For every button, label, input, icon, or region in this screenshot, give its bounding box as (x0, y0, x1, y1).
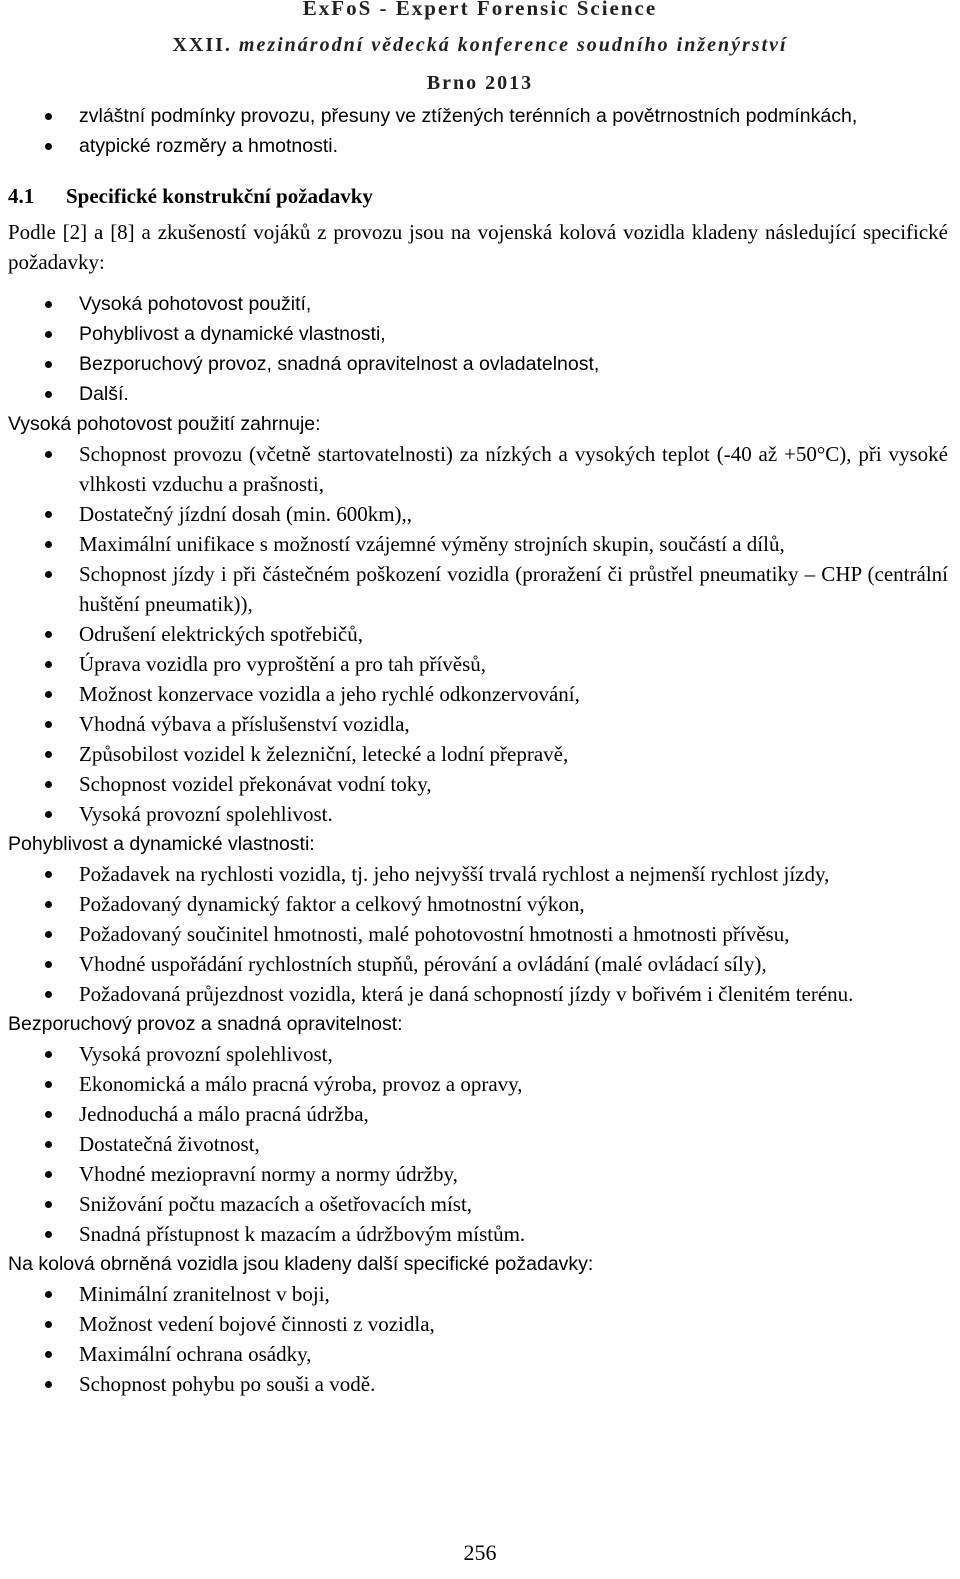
bullet-list-0 (8, 101, 948, 161)
list-item: Možnost konzervace vozidla a jeho rychlé odkonzervování, (8, 679, 948, 709)
section-title: Specifické konstrukční požadavky (66, 184, 373, 208)
list-item: Schopnost jízdy i při částečném poškození vozidla (proražení či průstřel pneumatiky – CHP (centrální huštění pneumatik)), (8, 559, 948, 619)
bullet-list-2 (8, 439, 948, 829)
list-item: Pohyblivost a dynamické vlastnosti, (8, 319, 948, 349)
page-header (0, 0, 960, 95)
list-item: Způsobilost vozidel k železniční, letecké a lodní přepravě, (8, 739, 948, 769)
header-title: ExFoS - Expert Forensic Science (302, 0, 658, 20)
list-item: atypické rozměry a hmotnosti. (8, 131, 948, 161)
list-item: Bezporuchový provoz, snadná opravitelnost a ovladatelnost, (8, 349, 948, 379)
list-item: Minimální zranitelnost v boji, (8, 1279, 948, 1309)
list-item: Schopnost vozidel překonávat vodní toky, (8, 769, 948, 799)
bullet-list-1 (8, 289, 948, 409)
list-item: Schopnost pohybu po souši a vodě. (8, 1369, 948, 1399)
bullet-list-3 (8, 859, 948, 1009)
bullet-list-4 (8, 1039, 948, 1249)
list-item: Vysoká provozní spolehlivost, (8, 1039, 948, 1069)
list-item: Požadavek na rychlosti vozidla, tj. jeho nejvyšší trvalá rychlost a nejmenší rychlost jízdy, (8, 859, 948, 889)
list-item: Ekonomická a málo pracná výroba, provoz a opravy, (8, 1069, 948, 1099)
list-item: Požadovaný dynamický faktor a celkový hmotnostní výkon, (8, 889, 948, 919)
document-body (8, 101, 948, 1399)
intro-paragraph: Podle [2] a [8] a zkušeností vojáků z provozu jsou na vojenská kolová vozidla kladeny následující specifické požadavky: (8, 220, 948, 274)
list-item: Vhodné uspořádání rychlostních stupňů, pérování a ovládání (malé ovládací síly), (8, 949, 948, 979)
list-item: zvláštní podmínky provozu, přesuny ve ztížených terénních a povětrnostních podmínkách, (8, 101, 948, 131)
header-conference-name: mezinárodní vědecká konference soudního inženýrství (238, 34, 788, 56)
page-number: 256 (463, 1540, 497, 1565)
header-conference-number: XXII. (172, 34, 232, 56)
list-item: Maximální unifikace s možností vzájemné výměny strojních skupin, součástí a dílů, (8, 529, 948, 559)
subheading-mobility: Pohyblivost a dynamické vlastnosti: (8, 833, 315, 855)
list-item: Schopnost provozu (včetně startovatelnosti) za nízkých a vysokých teplot (-40 až +50°C), při vysoké vlhkosti vzduchu a prašnosti, (8, 439, 948, 499)
list-item: Odrušení elektrických spotřebičů, (8, 619, 948, 649)
section-heading (8, 181, 948, 211)
subheading-reliability: Bezporuchový provoz a snadná opravitelnost: (8, 1013, 403, 1035)
section-number: 4.1 (8, 184, 35, 208)
list-item: Možnost vedení bojové činnosti z vozidla, (8, 1309, 948, 1339)
list-item: Jednoduchá a málo pracná údržba, (8, 1099, 948, 1129)
list-item: Snižování počtu mazacích a ošetřovacích míst, (8, 1189, 948, 1219)
bullet-list-5 (8, 1279, 948, 1399)
list-item: Požadovaná průjezdnost vozidla, která je daná schopností jízdy v bořivém i členitém terénu. (8, 979, 948, 1009)
list-item: Maximální ochrana osádky, (8, 1339, 948, 1369)
list-item: Snadná přístupnost k mazacím a údržbovým místům. (8, 1219, 948, 1249)
list-item: Požadovaný součinitel hmotnosti, malé pohotovostní hmotnosti a hmotnosti přívěsu, (8, 919, 948, 949)
subheading-armored: Na kolová obrněná vozidla jsou kladeny další specifické požadavky: (8, 1253, 594, 1275)
list-item: Dostatečná životnost, (8, 1129, 948, 1159)
list-item: Vhodné meziopravní normy a normy údržby, (8, 1159, 948, 1189)
list-item: Další. (8, 379, 948, 409)
list-item: Vysoká provozní spolehlivost. (8, 799, 948, 829)
list-item: Vhodná výbava a příslušenství vozidla, (8, 709, 948, 739)
list-item: Vysoká pohotovost použití, (8, 289, 948, 319)
subheading-readiness: Vysoká pohotovost použití zahrnuje: (8, 413, 321, 435)
header-conference (0, 33, 960, 57)
list-item: Úprava vozidla pro vyproštění a pro tah přívěsů, (8, 649, 948, 679)
header-place-year: Brno 2013 (426, 72, 534, 94)
list-item: Dostatečný jízdní dosah (min. 600km),, (8, 499, 948, 529)
